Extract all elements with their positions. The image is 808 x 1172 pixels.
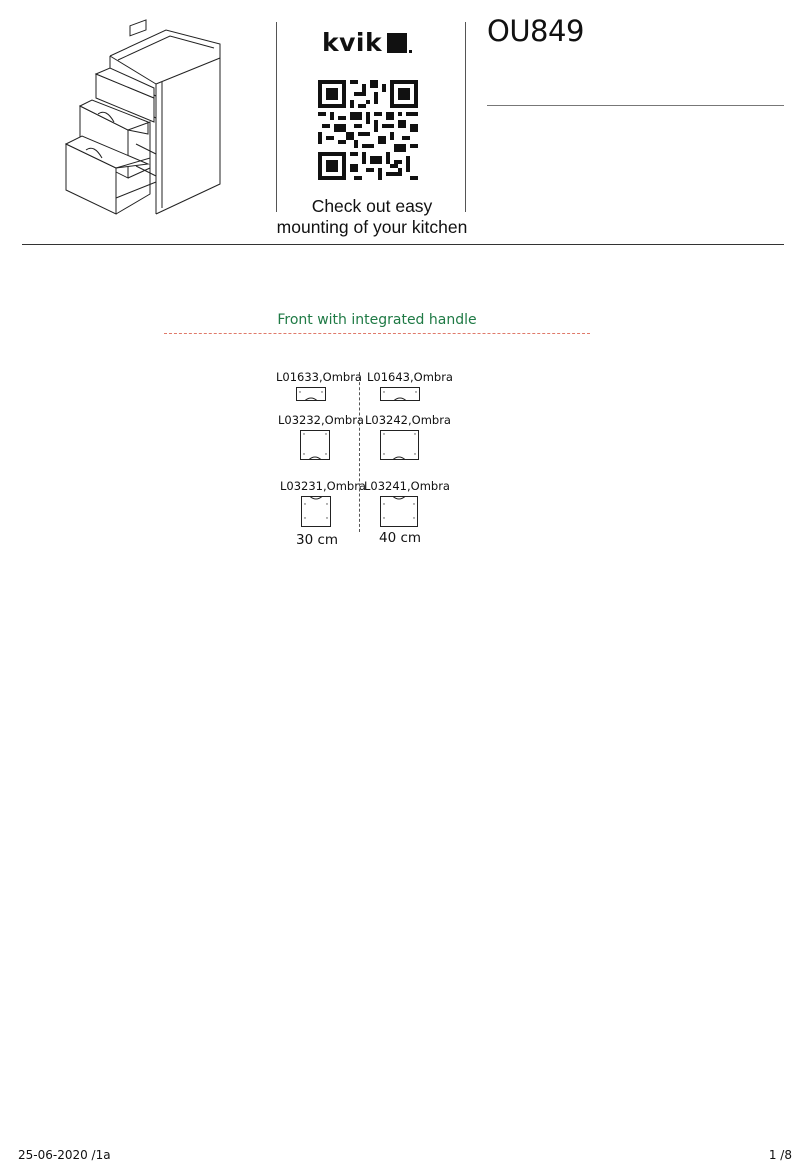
front-icon-30-small <box>296 387 326 401</box>
front-icon-30-large <box>301 496 331 527</box>
part-label-30-small: L01633,Ombra <box>276 370 362 384</box>
part-label-30-medium: L03232,Ombra <box>278 413 364 427</box>
footer-date-revision: 25-06-2020 /1a <box>18 1148 111 1162</box>
part-label-30-large: L03231,Ombra <box>280 479 366 493</box>
drawer-cabinet-illustration <box>58 18 228 218</box>
header-divider-right <box>465 22 466 212</box>
part-label-40-small: L01643,Ombra <box>367 370 453 384</box>
front-icon-30-medium <box>300 430 330 460</box>
qr-code[interactable] <box>318 80 418 180</box>
part-label-40-medium: L03242,Ombra <box>365 413 451 427</box>
header-rule <box>22 244 784 245</box>
product-code-underline <box>487 105 784 106</box>
qr-caption-line1: Check out easy <box>311 196 433 216</box>
front-icon-40-small <box>380 387 420 401</box>
section-dashed-rule <box>164 333 590 334</box>
brand-wordmark: kvik <box>322 27 383 57</box>
section-title: Front with integrated handle <box>277 312 477 328</box>
column-divider <box>359 372 360 532</box>
part-label-40-large: L03241,Ombra <box>364 479 450 493</box>
qr-caption <box>272 196 472 238</box>
front-icon-40-large <box>380 496 418 527</box>
width-label-40: 40 cm <box>379 530 422 546</box>
width-label-30: 30 cm <box>296 532 339 548</box>
header-divider-left <box>276 22 277 212</box>
product-code: OU849 <box>487 14 584 48</box>
footer-page-number: 1 /8 <box>768 1148 792 1162</box>
front-icon-40-medium <box>380 430 419 460</box>
qr-caption-line2: mounting of your kitchen <box>276 217 468 237</box>
brand-logo <box>322 28 407 56</box>
brand-mark-icon <box>387 33 407 53</box>
